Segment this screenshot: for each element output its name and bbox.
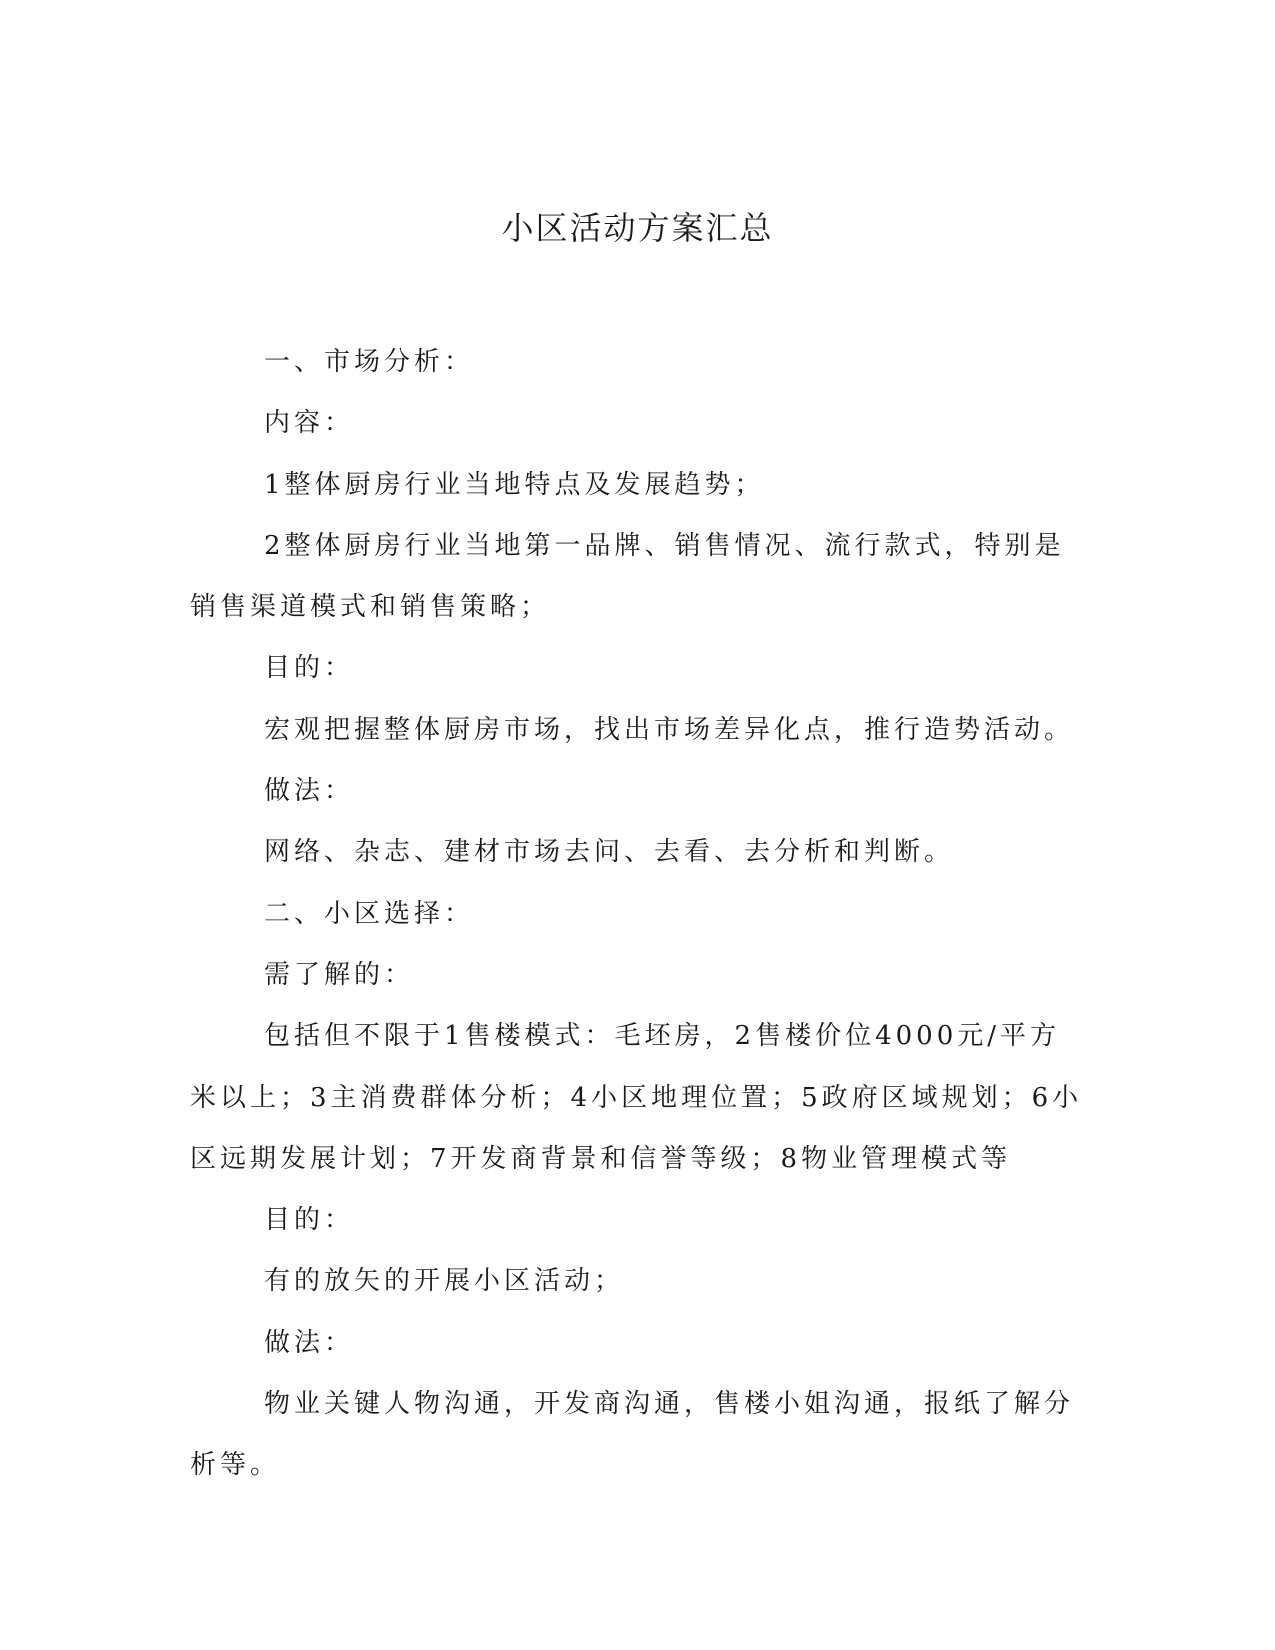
label-content: 内容：: [264, 408, 355, 439]
label-method-2: 做法：: [264, 1327, 355, 1358]
method-text-2: 物业关键人物沟通，开发商沟通，售楼小姐沟通，报纸了解分析等。: [190, 1389, 1075, 1481]
method-text: 网络、杂志、建材市场去问、去看、去分析和判断。: [264, 837, 955, 868]
document-title: 小区活动方案汇总: [501, 209, 774, 247]
section-heading-community-selection: 二、小区选择：: [264, 898, 475, 929]
label-need-to-know: 需了解的：: [264, 959, 415, 990]
purpose-text-2: 有的放矢的开展小区活动；: [264, 1266, 625, 1297]
need-to-know-text: 包括但不限于1售楼模式：毛坯房，2售楼价位4000元/平方米以上；3主消费群体分析；4小区地理位置；5政府区域规划；6小区远期发展计划；7开发商背景和信誉等级；8物业管理模式等: [190, 1021, 1083, 1174]
label-purpose: 目的：: [264, 653, 355, 684]
content-item-2: 2整体厨房行业当地第一品牌、销售情况、流行款式，特别是销售渠道模式和销售策略；: [190, 530, 1065, 623]
section-heading-market-analysis: 一、市场分析：: [264, 347, 475, 377]
content-item-1: 1整体厨房行业当地特点及发展趋势；: [264, 469, 765, 500]
label-purpose-2: 目的：: [264, 1205, 355, 1236]
label-method: 做法：: [264, 776, 355, 807]
document-body: [190, 332, 1085, 1497]
purpose-text: 宏观把握整体厨房市场，找出市场差异化点，推行造势活动。: [264, 714, 1075, 745]
